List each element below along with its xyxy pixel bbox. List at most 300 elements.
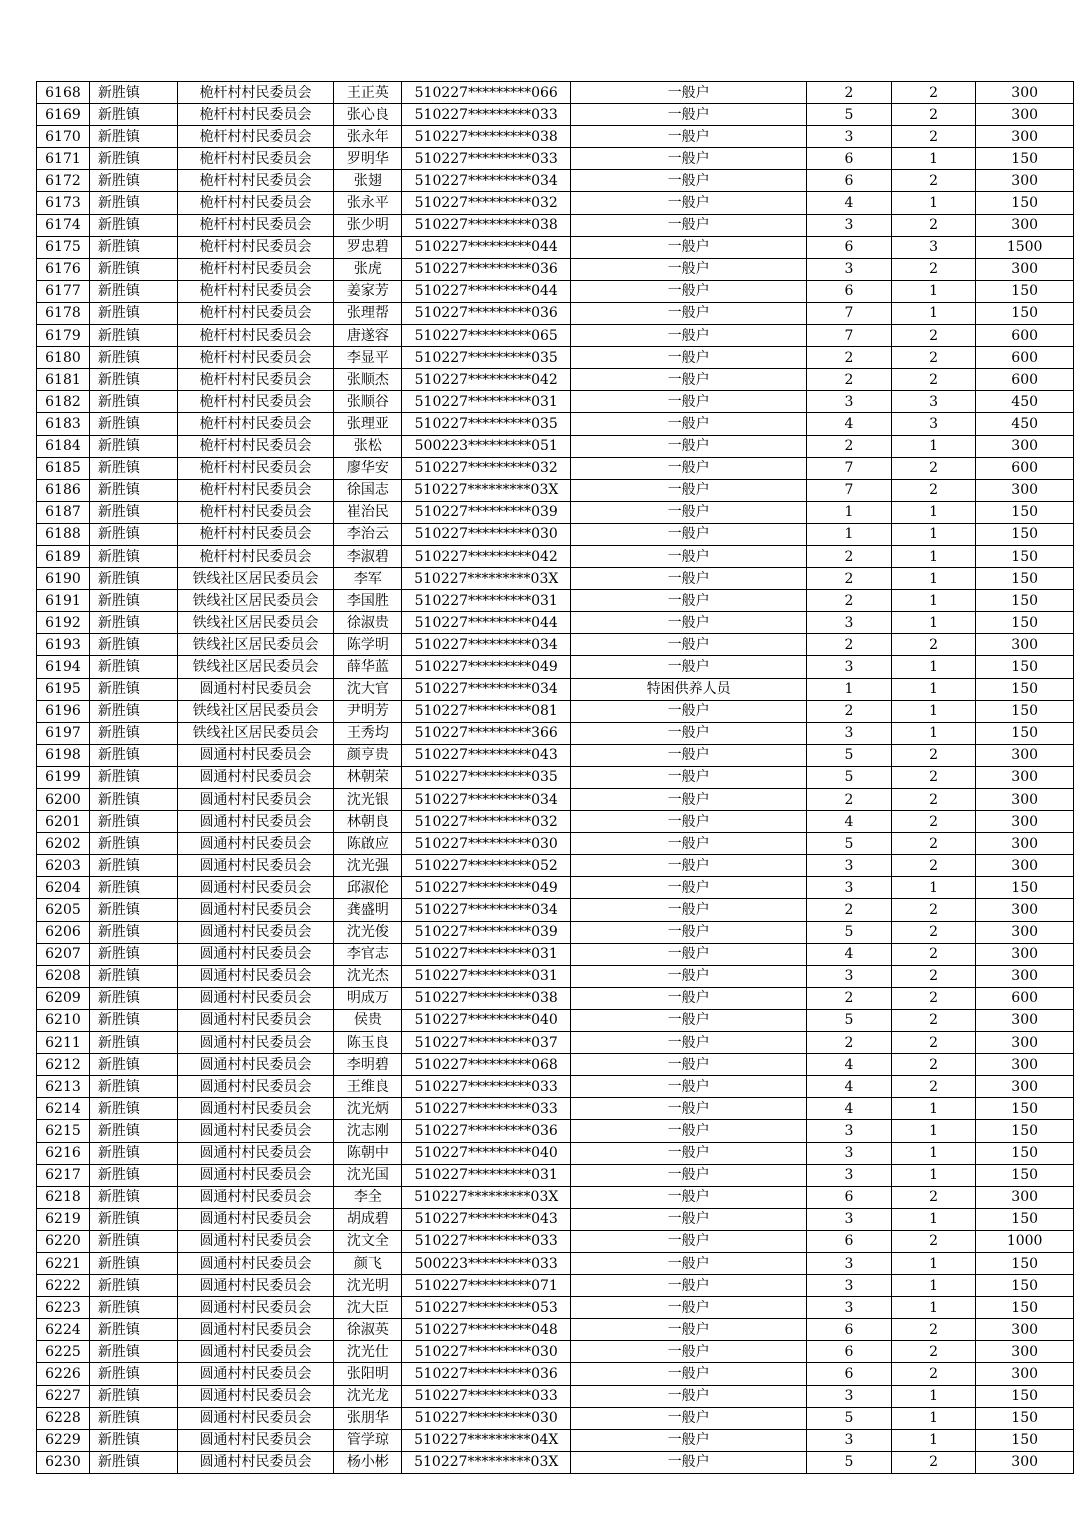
household-type-cell: 一般户 [571, 192, 807, 214]
family-size-cell: 1 [807, 678, 892, 700]
serial-number-cell: 6176 [37, 258, 90, 280]
name-cell: 沈光强 [334, 855, 402, 877]
id-number-cell: 510227*********039 [402, 921, 571, 943]
table-row [37, 280, 1074, 302]
count-cell: 2 [891, 479, 976, 501]
serial-number-cell: 6208 [37, 965, 90, 987]
household-type-cell: 一般户 [571, 766, 807, 788]
id-number-cell: 510227*********049 [402, 656, 571, 678]
family-size-cell: 5 [807, 1009, 892, 1031]
table-row [37, 1208, 1074, 1230]
family-size-cell: 2 [807, 987, 892, 1009]
id-number-cell: 510227*********035 [402, 347, 571, 369]
committee-cell: 桅杆村村民委员会 [177, 148, 334, 170]
name-cell: 颜飞 [334, 1252, 402, 1274]
committee-cell: 圆通村村民委员会 [177, 744, 334, 766]
table-row [37, 523, 1074, 545]
count-cell: 1 [891, 590, 976, 612]
count-cell: 2 [891, 855, 976, 877]
committee-cell: 铁线社区居民委员会 [177, 590, 334, 612]
serial-number-cell: 6210 [37, 1009, 90, 1031]
town-cell: 新胜镇 [89, 523, 177, 545]
id-number-cell: 510227*********366 [402, 722, 571, 744]
id-number-cell: 510227*********043 [402, 744, 571, 766]
town-cell: 新胜镇 [89, 369, 177, 391]
name-cell: 张永平 [334, 192, 402, 214]
id-number-cell: 510227*********03X [402, 479, 571, 501]
town-cell: 新胜镇 [89, 126, 177, 148]
family-size-cell: 3 [807, 1252, 892, 1274]
serial-number-cell: 6213 [37, 1076, 90, 1098]
name-cell: 张心良 [334, 104, 402, 126]
family-size-cell: 3 [807, 965, 892, 987]
committee-cell: 桅杆村村民委员会 [177, 104, 334, 126]
household-type-cell: 一般户 [571, 369, 807, 391]
table-row [37, 457, 1074, 479]
town-cell: 新胜镇 [89, 855, 177, 877]
id-number-cell: 510227*********068 [402, 1054, 571, 1076]
table-row [37, 1341, 1074, 1363]
household-type-cell: 一般户 [571, 1054, 807, 1076]
count-cell: 2 [891, 104, 976, 126]
household-type-cell: 一般户 [571, 877, 807, 899]
household-type-cell: 一般户 [571, 1208, 807, 1230]
committee-cell: 圆通村村民委员会 [177, 766, 334, 788]
table-row [37, 1297, 1074, 1319]
name-cell: 张永年 [334, 126, 402, 148]
amount-cell: 150 [976, 148, 1074, 170]
committee-cell: 桅杆村村民委员会 [177, 391, 334, 413]
serial-number-cell: 6226 [37, 1363, 90, 1385]
household-type-cell: 一般户 [571, 612, 807, 634]
amount-cell: 150 [976, 302, 1074, 324]
count-cell: 1 [891, 302, 976, 324]
count-cell: 1 [891, 435, 976, 457]
id-number-cell: 510227*********033 [402, 104, 571, 126]
committee-cell: 圆通村村民委员会 [177, 811, 334, 833]
table-row [37, 545, 1074, 567]
name-cell: 李淑碧 [334, 545, 402, 567]
family-size-cell: 5 [807, 921, 892, 943]
id-number-cell: 510227*********04X [402, 1429, 571, 1451]
id-number-cell: 510227*********030 [402, 1341, 571, 1363]
committee-cell: 圆通村村民委员会 [177, 1208, 334, 1230]
name-cell: 陈学明 [334, 634, 402, 656]
family-size-cell: 3 [807, 855, 892, 877]
amount-cell: 300 [976, 1076, 1074, 1098]
committee-cell: 桅杆村村民委员会 [177, 457, 334, 479]
table-row [37, 1009, 1074, 1031]
committee-cell: 桅杆村村民委员会 [177, 479, 334, 501]
amount-cell: 1500 [976, 236, 1074, 258]
household-type-cell: 一般户 [571, 258, 807, 280]
table-row [37, 921, 1074, 943]
serial-number-cell: 6207 [37, 943, 90, 965]
town-cell: 新胜镇 [89, 258, 177, 280]
committee-cell: 桅杆村村民委员会 [177, 236, 334, 258]
committee-cell: 铁线社区居民委员会 [177, 722, 334, 744]
table-row [37, 1230, 1074, 1252]
town-cell: 新胜镇 [89, 280, 177, 302]
id-number-cell: 510227*********065 [402, 325, 571, 347]
amount-cell: 300 [976, 634, 1074, 656]
amount-cell: 150 [976, 678, 1074, 700]
committee-cell: 圆通村村民委员会 [177, 921, 334, 943]
serial-number-cell: 6214 [37, 1098, 90, 1120]
committee-cell: 桅杆村村民委员会 [177, 302, 334, 324]
serial-number-cell: 6179 [37, 325, 90, 347]
committee-cell: 圆通村村民委员会 [177, 855, 334, 877]
count-cell: 2 [891, 1319, 976, 1341]
table-row [37, 391, 1074, 413]
serial-number-cell: 6187 [37, 501, 90, 523]
committee-cell: 铁线社区居民委员会 [177, 634, 334, 656]
count-cell: 1 [891, 523, 976, 545]
id-number-cell: 510227*********033 [402, 1230, 571, 1252]
id-number-cell: 510227*********044 [402, 280, 571, 302]
serial-number-cell: 6196 [37, 700, 90, 722]
amount-cell: 150 [976, 1252, 1074, 1274]
table-row [37, 789, 1074, 811]
town-cell: 新胜镇 [89, 722, 177, 744]
id-number-cell: 510227*********036 [402, 258, 571, 280]
name-cell: 沈大官 [334, 678, 402, 700]
household-type-cell: 一般户 [571, 523, 807, 545]
serial-number-cell: 6205 [37, 899, 90, 921]
id-number-cell: 510227*********039 [402, 501, 571, 523]
serial-number-cell: 6194 [37, 656, 90, 678]
town-cell: 新胜镇 [89, 877, 177, 899]
household-type-cell: 一般户 [571, 833, 807, 855]
table-row [37, 656, 1074, 678]
family-size-cell: 4 [807, 811, 892, 833]
town-cell: 新胜镇 [89, 1385, 177, 1407]
family-size-cell: 5 [807, 104, 892, 126]
amount-cell: 150 [976, 1407, 1074, 1429]
serial-number-cell: 6222 [37, 1275, 90, 1297]
serial-number-cell: 6217 [37, 1164, 90, 1186]
serial-number-cell: 6171 [37, 148, 90, 170]
family-size-cell: 3 [807, 258, 892, 280]
committee-cell: 桅杆村村民委员会 [177, 413, 334, 435]
count-cell: 1 [891, 1275, 976, 1297]
table-row [37, 126, 1074, 148]
town-cell: 新胜镇 [89, 545, 177, 567]
household-type-cell: 一般户 [571, 899, 807, 921]
household-type-cell: 一般户 [571, 965, 807, 987]
family-size-cell: 6 [807, 1186, 892, 1208]
count-cell: 2 [891, 170, 976, 192]
serial-number-cell: 6199 [37, 766, 90, 788]
town-cell: 新胜镇 [89, 170, 177, 192]
count-cell: 3 [891, 391, 976, 413]
name-cell: 侯贵 [334, 1009, 402, 1031]
count-cell: 1 [891, 612, 976, 634]
household-type-cell: 一般户 [571, 1252, 807, 1274]
family-size-cell: 3 [807, 1164, 892, 1186]
table-row [37, 1032, 1074, 1054]
name-cell: 张理亚 [334, 413, 402, 435]
committee-cell: 桅杆村村民委员会 [177, 523, 334, 545]
name-cell: 沈光杰 [334, 965, 402, 987]
count-cell: 1 [891, 148, 976, 170]
count-cell: 2 [891, 457, 976, 479]
amount-cell: 150 [976, 280, 1074, 302]
amount-cell: 150 [976, 501, 1074, 523]
count-cell: 1 [891, 877, 976, 899]
committee-cell: 圆通村村民委员会 [177, 1252, 334, 1274]
count-cell: 2 [891, 921, 976, 943]
serial-number-cell: 6218 [37, 1186, 90, 1208]
serial-number-cell: 6170 [37, 126, 90, 148]
town-cell: 新胜镇 [89, 1341, 177, 1363]
name-cell: 廖华安 [334, 457, 402, 479]
family-size-cell: 6 [807, 236, 892, 258]
id-number-cell: 510227*********034 [402, 170, 571, 192]
family-size-cell: 2 [807, 700, 892, 722]
name-cell: 张顺杰 [334, 369, 402, 391]
household-type-cell: 一般户 [571, 1407, 807, 1429]
amount-cell: 300 [976, 921, 1074, 943]
committee-cell: 圆通村村民委员会 [177, 1363, 334, 1385]
family-size-cell: 2 [807, 789, 892, 811]
name-cell: 李显平 [334, 347, 402, 369]
family-size-cell: 5 [807, 766, 892, 788]
name-cell: 张虎 [334, 258, 402, 280]
committee-cell: 桅杆村村民委员会 [177, 126, 334, 148]
amount-cell: 300 [976, 214, 1074, 236]
family-size-cell: 2 [807, 347, 892, 369]
name-cell: 沈光俊 [334, 921, 402, 943]
amount-cell: 300 [976, 833, 1074, 855]
table-row [37, 590, 1074, 612]
table-row [37, 82, 1074, 104]
family-size-cell: 2 [807, 899, 892, 921]
id-number-cell: 510227*********034 [402, 899, 571, 921]
name-cell: 沈光国 [334, 1164, 402, 1186]
name-cell: 张理帮 [334, 302, 402, 324]
committee-cell: 圆通村村民委员会 [177, 1407, 334, 1429]
serial-number-cell: 6206 [37, 921, 90, 943]
amount-cell: 150 [976, 612, 1074, 634]
family-size-cell: 2 [807, 634, 892, 656]
id-number-cell: 510227*********031 [402, 943, 571, 965]
household-type-cell: 一般户 [571, 1164, 807, 1186]
count-cell: 2 [891, 258, 976, 280]
id-number-cell: 510227*********031 [402, 391, 571, 413]
family-size-cell: 7 [807, 479, 892, 501]
count-cell: 1 [891, 722, 976, 744]
name-cell: 罗明华 [334, 148, 402, 170]
name-cell: 沈大臣 [334, 1297, 402, 1319]
household-type-cell: 一般户 [571, 700, 807, 722]
household-type-cell: 一般户 [571, 1076, 807, 1098]
town-cell: 新胜镇 [89, 965, 177, 987]
family-size-cell: 3 [807, 1297, 892, 1319]
committee-cell: 圆通村村民委员会 [177, 1297, 334, 1319]
count-cell: 2 [891, 82, 976, 104]
committee-cell: 圆通村村民委员会 [177, 1164, 334, 1186]
town-cell: 新胜镇 [89, 479, 177, 501]
count-cell: 2 [891, 347, 976, 369]
table-row [37, 811, 1074, 833]
table-row [37, 347, 1074, 369]
name-cell: 张松 [334, 435, 402, 457]
committee-cell: 桅杆村村民委员会 [177, 347, 334, 369]
name-cell: 罗忠碧 [334, 236, 402, 258]
committee-cell: 圆通村村民委员会 [177, 1054, 334, 1076]
town-cell: 新胜镇 [89, 1009, 177, 1031]
table-row [37, 148, 1074, 170]
id-number-cell: 510227*********066 [402, 82, 571, 104]
town-cell: 新胜镇 [89, 590, 177, 612]
count-cell: 3 [891, 413, 976, 435]
id-number-cell: 510227*********030 [402, 523, 571, 545]
serial-number-cell: 6227 [37, 1385, 90, 1407]
count-cell: 2 [891, 369, 976, 391]
amount-cell: 300 [976, 943, 1074, 965]
committee-cell: 桅杆村村民委员会 [177, 192, 334, 214]
committee-cell: 桅杆村村民委员会 [177, 258, 334, 280]
family-size-cell: 5 [807, 1407, 892, 1429]
name-cell: 沈光龙 [334, 1385, 402, 1407]
household-type-cell: 一般户 [571, 170, 807, 192]
amount-cell: 150 [976, 1120, 1074, 1142]
household-type-cell: 一般户 [571, 1032, 807, 1054]
family-size-cell: 4 [807, 1054, 892, 1076]
family-size-cell: 3 [807, 126, 892, 148]
name-cell: 李国胜 [334, 590, 402, 612]
id-number-cell: 510227*********043 [402, 1208, 571, 1230]
committee-cell: 圆通村村民委员会 [177, 965, 334, 987]
count-cell: 1 [891, 1208, 976, 1230]
table-row [37, 965, 1074, 987]
name-cell: 胡成碧 [334, 1208, 402, 1230]
committee-cell: 铁线社区居民委员会 [177, 700, 334, 722]
table-row [37, 833, 1074, 855]
amount-cell: 300 [976, 1319, 1074, 1341]
id-number-cell: 510227*********037 [402, 1032, 571, 1054]
committee-cell: 圆通村村民委员会 [177, 1451, 334, 1473]
committee-cell: 桅杆村村民委员会 [177, 369, 334, 391]
id-number-cell: 510227*********032 [402, 811, 571, 833]
serial-number-cell: 6185 [37, 457, 90, 479]
name-cell: 陈玉良 [334, 1032, 402, 1054]
town-cell: 新胜镇 [89, 1098, 177, 1120]
count-cell: 1 [891, 568, 976, 590]
household-type-cell: 一般户 [571, 457, 807, 479]
committee-cell: 圆通村村民委员会 [177, 1098, 334, 1120]
serial-number-cell: 6230 [37, 1451, 90, 1473]
amount-cell: 300 [976, 479, 1074, 501]
household-type-cell: 一般户 [571, 236, 807, 258]
family-size-cell: 2 [807, 590, 892, 612]
household-type-cell: 一般户 [571, 214, 807, 236]
family-size-cell: 5 [807, 1451, 892, 1473]
town-cell: 新胜镇 [89, 811, 177, 833]
amount-cell: 150 [976, 1164, 1074, 1186]
family-size-cell: 3 [807, 1208, 892, 1230]
amount-cell: 300 [976, 789, 1074, 811]
name-cell: 沈文全 [334, 1230, 402, 1252]
name-cell: 王维良 [334, 1076, 402, 1098]
table-row [37, 1407, 1074, 1429]
amount-cell: 600 [976, 987, 1074, 1009]
amount-cell: 300 [976, 965, 1074, 987]
household-type-cell: 一般户 [571, 148, 807, 170]
count-cell: 1 [891, 501, 976, 523]
amount-cell: 300 [976, 258, 1074, 280]
id-number-cell: 510227*********035 [402, 766, 571, 788]
table-row [37, 700, 1074, 722]
table-row [37, 1098, 1074, 1120]
table-row [37, 236, 1074, 258]
id-number-cell: 510227*********040 [402, 1009, 571, 1031]
committee-cell: 圆通村村民委员会 [177, 1341, 334, 1363]
serial-number-cell: 6219 [37, 1208, 90, 1230]
name-cell: 沈志刚 [334, 1120, 402, 1142]
id-number-cell: 510227*********034 [402, 789, 571, 811]
count-cell: 2 [891, 789, 976, 811]
serial-number-cell: 6182 [37, 391, 90, 413]
household-type-cell: 一般户 [571, 82, 807, 104]
count-cell: 1 [891, 1407, 976, 1429]
id-number-cell: 510227*********032 [402, 457, 571, 479]
amount-cell: 300 [976, 1009, 1074, 1031]
serial-number-cell: 6172 [37, 170, 90, 192]
table-row [37, 1319, 1074, 1341]
amount-cell: 300 [976, 104, 1074, 126]
town-cell: 新胜镇 [89, 192, 177, 214]
name-cell: 李官志 [334, 943, 402, 965]
household-type-cell: 一般户 [571, 391, 807, 413]
committee-cell: 铁线社区居民委员会 [177, 656, 334, 678]
town-cell: 新胜镇 [89, 435, 177, 457]
town-cell: 新胜镇 [89, 214, 177, 236]
committee-cell: 圆通村村民委员会 [177, 943, 334, 965]
id-number-cell: 510227*********036 [402, 302, 571, 324]
count-cell: 2 [891, 126, 976, 148]
town-cell: 新胜镇 [89, 1076, 177, 1098]
table-row [37, 987, 1074, 1009]
household-type-cell: 一般户 [571, 435, 807, 457]
name-cell: 崔治民 [334, 501, 402, 523]
town-cell: 新胜镇 [89, 612, 177, 634]
count-cell: 2 [891, 766, 976, 788]
town-cell: 新胜镇 [89, 104, 177, 126]
amount-cell: 150 [976, 877, 1074, 899]
family-size-cell: 3 [807, 391, 892, 413]
name-cell: 徐国志 [334, 479, 402, 501]
table-row [37, 1385, 1074, 1407]
town-cell: 新胜镇 [89, 347, 177, 369]
household-type-cell: 一般户 [571, 1120, 807, 1142]
serial-number-cell: 6189 [37, 545, 90, 567]
family-size-cell: 6 [807, 1341, 892, 1363]
count-cell: 1 [891, 1120, 976, 1142]
amount-cell: 600 [976, 369, 1074, 391]
table-row [37, 302, 1074, 324]
committee-cell: 圆通村村民委员会 [177, 1275, 334, 1297]
household-type-cell: 一般户 [571, 1341, 807, 1363]
table-row [37, 435, 1074, 457]
household-type-cell: 一般户 [571, 789, 807, 811]
count-cell: 3 [891, 236, 976, 258]
name-cell: 龚盛明 [334, 899, 402, 921]
serial-number-cell: 6215 [37, 1120, 90, 1142]
town-cell: 新胜镇 [89, 568, 177, 590]
name-cell: 王秀均 [334, 722, 402, 744]
